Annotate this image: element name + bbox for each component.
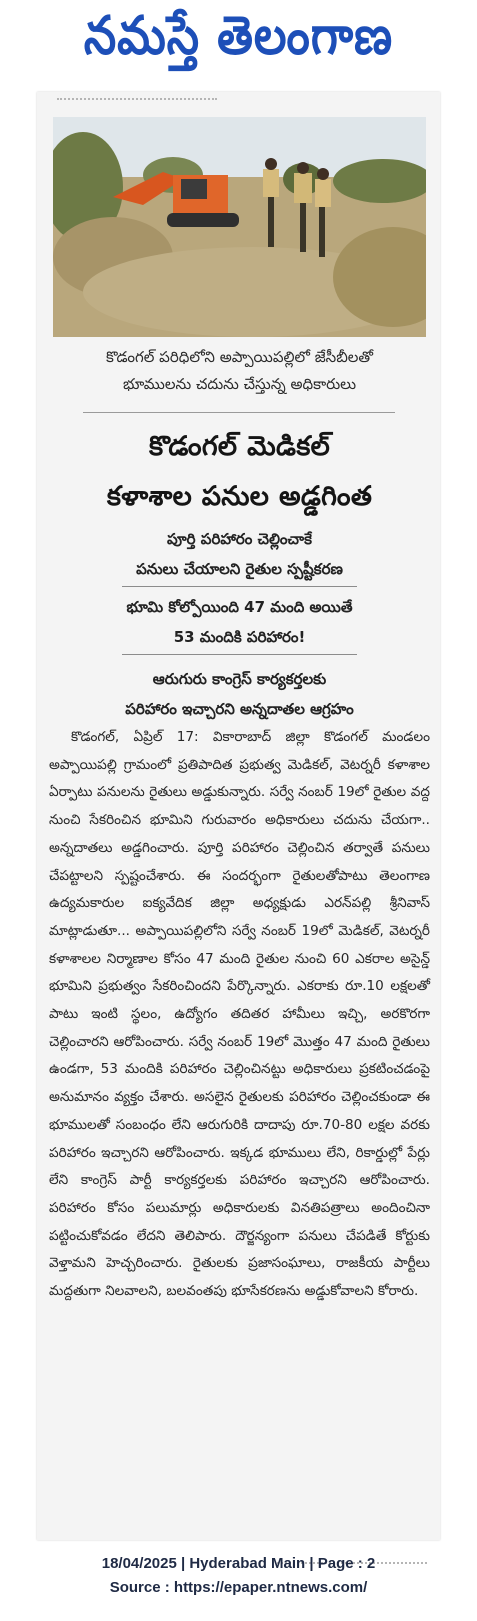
subheadline-line: ఆరుగురు కాంగ్రెస్ కార్యకర్తలకు bbox=[152, 670, 327, 688]
caption-line: భూములను చదును చేస్తున్న అధికారులు bbox=[122, 375, 357, 393]
subheadline-1 bbox=[57, 524, 422, 584]
subheadline-line: పరిహారం ఇచ్చారని అన్నదాతల ఆగ్రహం bbox=[125, 700, 354, 718]
photo-caption bbox=[53, 344, 426, 398]
caption-line: కొడంగల్ పరిధిలోని అప్పాయిపల్లిలో జేసీబీలతో bbox=[105, 348, 374, 366]
divider bbox=[122, 586, 357, 587]
subheadline-line: 53 మందికి పరిహారం! bbox=[173, 628, 306, 646]
edition-info: 18/04/2025 | Hyderabad Main | Page : 2 bbox=[101, 1555, 376, 1572]
subheadline-3 bbox=[57, 664, 422, 724]
headline-line: కళాశాల పనుల అడ్డగింత bbox=[106, 481, 373, 512]
subheadline-2 bbox=[57, 592, 422, 652]
page-footer bbox=[0, 1552, 477, 1600]
subheadline-line: పనులు చేయాలని రైతుల స్పష్టీకరణ bbox=[136, 560, 343, 578]
news-photo bbox=[53, 117, 426, 337]
torn-top-edge bbox=[57, 98, 217, 108]
subheadline-line: పూర్తి పరిహారం చెల్లించాకే bbox=[167, 530, 312, 548]
masthead bbox=[0, 4, 477, 80]
newspaper-clipping bbox=[37, 92, 440, 1540]
source-link[interactable]: Source : https://epaper.ntnews.com/ bbox=[109, 1579, 368, 1596]
photo-jcb-police-illustration bbox=[53, 117, 426, 337]
divider bbox=[83, 412, 395, 413]
divider bbox=[122, 654, 357, 655]
article-body: కొడంగల్, ఏప్రిల్ 17: వికారాబాద్ జిల్లా కొడంగల్ మండలం అప్పాయిపల్లి గ్రామంలో ప్రతిపాదిత ప్రభుత్వ మెడికల్, వెటర్నరీ కళాశాల ఏర్పాటు పనులను రైతులు అడ్డుకున్నారు. సర్వే నంబర్ 19లో రైతుల వద్ద నుంచి సేకరించిన భూమిని గురువారం అధికారులు చదును చేయగా.. అన్నదాతలు అడ్డగించారు. పూర్తి పరిహారం చెల్లించిన తర్వాతే పనులు చేపట్టాలని స్పష్టంచేశారు. ఈ సందర్భంగా రైతులతోపాటు తెలంగాణ ఉద్యమకారుల ఐక్యవేదిక జిల్లా అధ్యక్షుడు ఎరన్‌పల్లి శ్రీనివాస్ మాట్లాడుతూ... అప్పాయిపల్లిలోని సర్వే నంబర్ 19లో మెడికల్, వెటర్నరీ కళాశాలల నిర్మాణాల కోసం 47 మంది రైతుల నుంచి 60 ఎకరాల అసైన్డ్ భూమిని ప్రభుత్వం సేకరించిందని పేర్కొన్నారు. ఎకరాకు రూ.10 లక్షలతో పాటు ఇంటి స్థలం, ఉద్యోగం తదితర హామీలు ఇచ్చి, అరకొరగా చెల్లించారని ఆరోపించారు. సర్వే నంబర్ 19లో మొత్తం 47 మంది రైతులు ఉండగా, 53 మందికి పరిహారం చెల్లించినట్టు అధికారులు ప్రకటించడంపై అనుమానం వ్యక్తం చేశారు. అసలైన రైతులకు పరిహారం చెల్లించకుండా ఈ భూములతో సంబంధం లేని ఆరుగురికి దాదాపు రూ.70-80 లక్షల వరకు పరిహారం ఇచ్చారని ఆరోపించారు. ఇక్కడ భూములు లేని, రికార్డుల్లో పేర్లు లేని కాంగ్రెస్ పార్టీ కార్యకర్తలకు పరిహారం ఇచ్చారని ఆరోపించారు. పరిహారం కోసం పలుమార్లు అధికారులకు వినతిపత్రాలు అందించినా పట్టించుకోవడం లేదని తెలిపారు. దౌర్జన్యంగా పనులు చేపడితే కోర్టుకు వెళ్తామని హెచ్చరించారు. రైతులకు ప్రజాసంఘాలు, రాజకీయ పార్టీలు మద్దతుగా నిలవాలని, బలవంతపు భూసేకరణను అడ్డుకోవాలని కోరారు. bbox=[49, 729, 430, 1300]
subheadline-line: భూమి కోల్పోయింది 47 మంది అయితే bbox=[126, 598, 353, 616]
headline-line: కొడంగల్ మెడికల్ bbox=[148, 431, 331, 462]
headline bbox=[45, 422, 434, 522]
masthead-logo: నమస్తే తెలంగాణ bbox=[83, 4, 394, 67]
